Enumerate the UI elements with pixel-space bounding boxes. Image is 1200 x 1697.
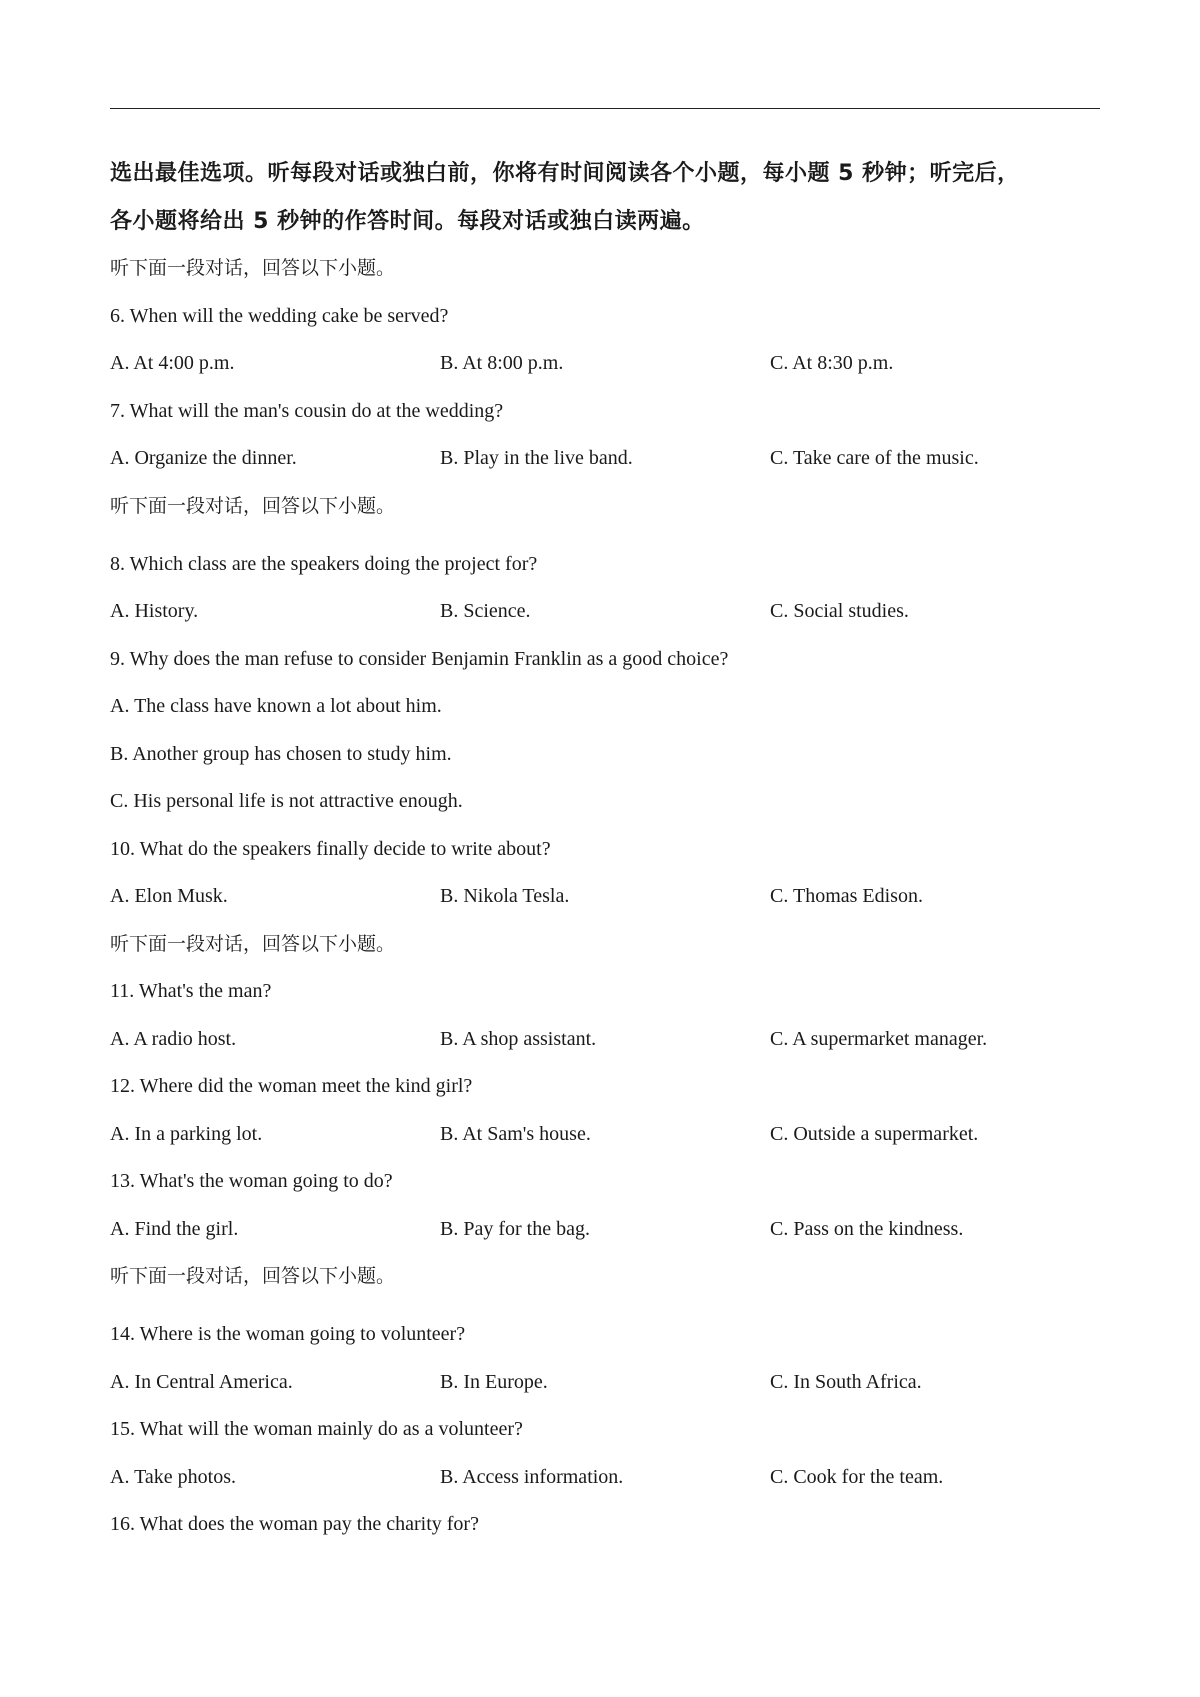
question-6: 6. When will the wedding cake be served? [110,304,449,327]
option-b[interactable]: B. Access information. [440,1465,624,1488]
option-b[interactable]: B. Another group has chosen to study him. [110,742,452,765]
options-7 [110,446,1100,494]
option-c[interactable]: C. A supermarket manager. [770,1027,988,1050]
options-8 [110,599,1100,647]
question-16: 16. What does the woman pay the charity for? [110,1513,479,1535]
option-a[interactable]: A. Take photos. [110,1465,236,1488]
section-intro: 听下面一段对话，回答以下小题。 [110,1265,396,1287]
option-a[interactable]: A. In Central America. [110,1370,293,1393]
option-b[interactable]: B. In Europe. [440,1370,548,1393]
option-b[interactable]: B. A shop assistant. [440,1027,597,1050]
option-a[interactable]: A. Organize the dinner. [110,447,297,469]
question-14: 14. Where is the woman going to volunteer? [110,1323,466,1345]
section-intro: 听下面一段对话，回答以下小题。 [110,494,396,517]
question-10: 10. What do the speakers finally decide to write about? [110,837,551,860]
option-a[interactable]: A. In a parking lot. [110,1122,263,1145]
section-intro: 听下面一段对话，回答以下小题。 [110,257,396,279]
option-c[interactable]: C. In South Africa. [770,1370,922,1393]
option-c[interactable]: C. Thomas Edison. [770,885,923,907]
page-content [110,150,1100,1560]
option-a[interactable]: A. A radio host. [110,1027,237,1050]
options-12 [110,1122,1100,1170]
options-11 [110,1027,1100,1075]
question-8: 8. Which class are the speakers doing the project for? [110,552,538,575]
options-14 [110,1370,1100,1418]
option-b[interactable]: B. Nikola Tesla. [440,885,570,907]
section-intro: 听下面一段对话，回答以下小题。 [110,932,396,955]
option-c[interactable]: C. At 8:30 p.m. [770,352,894,374]
instructions-line-2: 各小题将给出 5 秒钟的作答时间。每段对话或独白读两遍。 [110,209,705,234]
options-15 [110,1465,1100,1513]
options-6 [110,351,1100,399]
instructions [110,150,1100,246]
question-7: 7. What will the man's cousin do at the wedding? [110,399,504,422]
option-a[interactable]: A. Find the girl. [110,1217,239,1240]
option-b[interactable]: B. At Sam's house. [440,1122,591,1145]
question-11: 11. What's the man? [110,980,272,1002]
option-a[interactable]: A. Elon Musk. [110,885,228,907]
option-b[interactable]: B. Play in the live band. [440,447,633,469]
option-c[interactable]: C. Outside a supermarket. [770,1122,979,1145]
option-b[interactable]: B. Science. [440,600,531,622]
question-9: 9. Why does the man refuse to consider Benjamin Franklin as a good choice? [110,647,729,670]
header-rule [110,108,1100,109]
option-c[interactable]: C. Pass on the kindness. [770,1217,964,1240]
options-10 [110,884,1100,932]
options-13 [110,1217,1100,1265]
option-b[interactable]: B. Pay for the bag. [440,1217,590,1240]
option-c[interactable]: C. Cook for the team. [770,1465,944,1488]
option-c[interactable]: C. Take care of the music. [770,447,979,469]
question-12: 12. Where did the woman meet the kind girl? [110,1075,473,1097]
question-15: 15. What will the woman mainly do as a volunteer? [110,1418,523,1440]
option-b[interactable]: B. At 8:00 p.m. [440,352,564,374]
option-a[interactable]: A. At 4:00 p.m. [110,352,235,374]
question-13: 13. What's the woman going to do? [110,1170,393,1192]
option-c[interactable]: C. Social studies. [770,600,909,622]
option-a[interactable]: A. History. [110,600,199,622]
instructions-line-1: 选出最佳选项。听每段对话或独白前，你将有时间阅读各个小题，每小题 5 秒钟；听完后， [110,161,1020,186]
option-c[interactable]: C. His personal life is not attractive enough. [110,790,463,812]
option-a[interactable]: A. The class have known a lot about him. [110,695,442,717]
